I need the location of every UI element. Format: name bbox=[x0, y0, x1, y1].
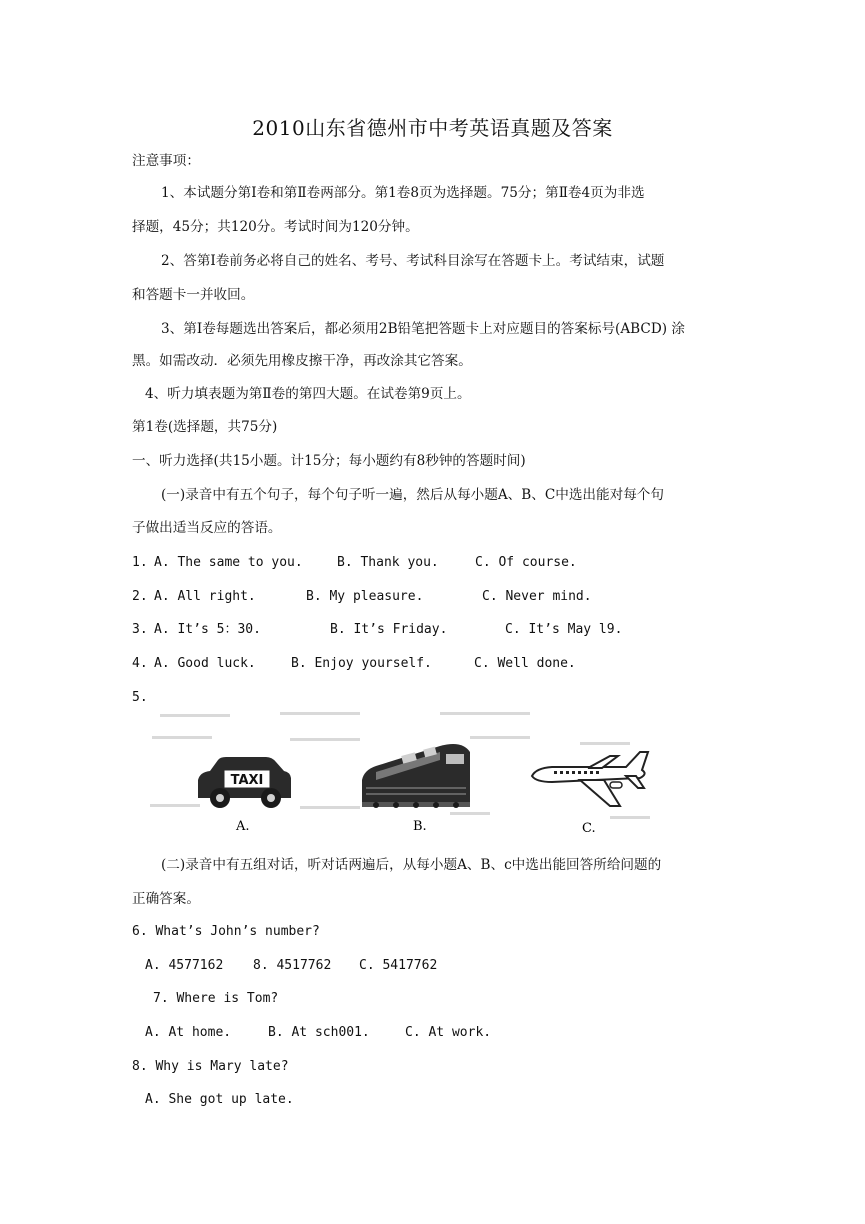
transport-pictures bbox=[140, 708, 665, 838]
option-c: C. 5417762 bbox=[359, 958, 438, 973]
note-3-line-1: 3、第Ⅰ卷每题选出答案后，都必须用2B铅笔把答题卡上对应题目的答案标号(ABCD) 涂 bbox=[161, 321, 685, 337]
option-a: A. It’s 5：30. bbox=[154, 622, 261, 637]
question-4 bbox=[132, 655, 752, 673]
option-c: C. Never mind. bbox=[482, 589, 592, 604]
notes-heading: 注意事项： bbox=[132, 153, 200, 169]
option-b: B. My pleasure. bbox=[306, 589, 424, 604]
question-3 bbox=[132, 621, 752, 639]
question-number: 4. bbox=[132, 656, 148, 671]
option-a: A. The same to you. bbox=[154, 555, 303, 570]
part-1-intro-line-1: (一)录音中有五个句子，每个句子听一遍，然后从每小题A、B、C中选出能对每个句 bbox=[161, 487, 664, 503]
option-c: C. Of course. bbox=[475, 555, 577, 570]
question-5-number: 5. bbox=[132, 690, 148, 705]
part-2-intro-line-1: (二)录音中有五组对话，听对话两遍后，从每小题A、B、c中选出能回答所给问题的 bbox=[161, 857, 662, 873]
option-a: A. Good luck. bbox=[154, 656, 256, 671]
question-6: 6. What’s John’s number? bbox=[132, 924, 320, 939]
option-a: A. All right. bbox=[154, 589, 256, 604]
question-1 bbox=[132, 554, 752, 572]
option-c: C. It’s May l9. bbox=[505, 622, 623, 637]
option-b: B. At sch001. bbox=[268, 1025, 370, 1040]
question-number: 2. bbox=[132, 589, 148, 604]
volume-1-heading: 第1卷(选择题，共75分) bbox=[132, 419, 278, 435]
part-2-intro-line-2: 正确答案。 bbox=[132, 891, 200, 907]
question-7: 7. Where is Tom? bbox=[153, 991, 279, 1006]
picture-label-b: B. bbox=[413, 819, 427, 834]
option-b: B. It’s Friday. bbox=[330, 622, 448, 637]
note-3-line-2: 黑。如需改动．必须先用橡皮擦干净，再改涂其它答案。 bbox=[132, 353, 472, 369]
note-2-line-2: 和答题卡一并收回。 bbox=[132, 287, 255, 303]
option-a: A. 4577162 bbox=[145, 958, 224, 973]
question-number: 1. bbox=[132, 555, 148, 570]
note-1-line-1: 1、本试题分第Ⅰ卷和第Ⅱ卷两部分。第1卷8页为选择题。75分；第Ⅱ卷4页为非选 bbox=[161, 185, 645, 201]
question-5-picture bbox=[140, 708, 665, 838]
option-a: A. At home. bbox=[145, 1025, 232, 1040]
airplane-icon bbox=[532, 752, 648, 806]
question-7-options bbox=[145, 1024, 765, 1042]
option-c: C. At work. bbox=[405, 1025, 492, 1040]
question-number: 3. bbox=[132, 622, 148, 637]
section-1-heading: 一、听力选择(共15小题。计15分；每小题约有8秒钟的答题时间) bbox=[132, 453, 526, 469]
part-1-intro-line-2: 子做出适当反应的答语。 bbox=[132, 520, 282, 536]
question-8-option-a: A. She got up late. bbox=[145, 1092, 294, 1107]
note-1-line-2: 择题，45分；共120分。考试时间为120分钟。 bbox=[132, 219, 419, 235]
question-6-options bbox=[145, 957, 765, 975]
note-4: 4、听力填表题为第Ⅱ卷的第四大题。在试卷第9页上。 bbox=[145, 386, 471, 402]
page-title: 2010山东省德州市中考英语真题及答案 bbox=[252, 116, 613, 140]
train-icon bbox=[362, 744, 470, 808]
question-8: 8. Why is Mary late? bbox=[132, 1059, 289, 1074]
option-c: C. Well done. bbox=[474, 656, 576, 671]
option-b: 8. 4517762 bbox=[253, 958, 332, 973]
option-b: B. Enjoy yourself. bbox=[291, 656, 432, 671]
taxi-text: TAXI bbox=[230, 773, 264, 788]
option-b: B. Thank you. bbox=[337, 555, 439, 570]
question-2 bbox=[132, 588, 752, 606]
note-2-line-1: 2、答第Ⅰ卷前务必将自己的姓名、考号、考试科目涂写在答题卡上。考试结束，试题 bbox=[161, 253, 665, 269]
taxi-icon bbox=[198, 757, 291, 808]
picture-label-c: C. bbox=[582, 821, 596, 836]
picture-label-a: A. bbox=[236, 819, 250, 834]
